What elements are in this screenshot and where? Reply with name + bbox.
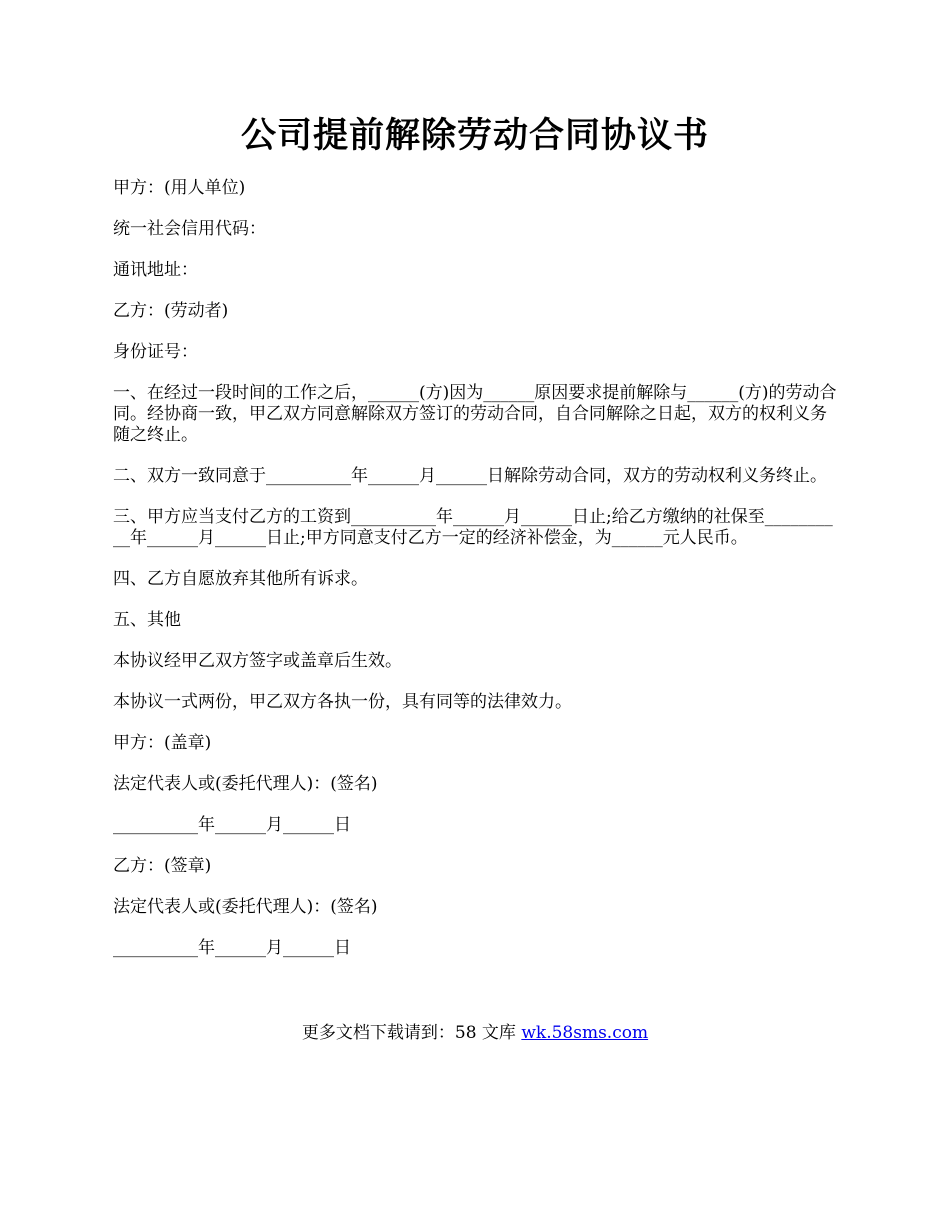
party-a-date-line: __________年______月______日 xyxy=(113,815,351,835)
party-b-date-line: __________年______月______日 xyxy=(113,938,351,958)
credit-code-line: 统一社会信用代码： xyxy=(113,219,266,239)
party-a-line: 甲方：(用人单位) xyxy=(113,178,246,198)
document-title: 公司提前解除劳动合同协议书 xyxy=(240,115,709,156)
id-number-line: 身份证号： xyxy=(113,342,198,362)
footer-prefix: 更多文档下载请到：58 文库 xyxy=(301,1023,522,1043)
clause-5: 五、其他 xyxy=(113,610,181,630)
clause-1: 一、在经过一段时间的工作之后，______(方)因为______原因要求提前解除与______(方)的劳动合同。经协商一致，甲乙双方同意解除双方签订的劳动合同，自合同解除之日起，双方的权利义务随之终止。 xyxy=(113,383,837,445)
document-body xyxy=(113,178,841,979)
address-line: 通讯地址： xyxy=(113,260,198,280)
party-a-seal-line: 甲方：(盖章) xyxy=(113,733,212,753)
clause-4: 四、乙方自愿放弃其他所有诉求。 xyxy=(113,569,368,589)
footer-link[interactable]: wk.58sms.com xyxy=(521,1023,649,1043)
footer xyxy=(0,1021,950,1045)
party-b-line: 乙方：(劳动者) xyxy=(113,301,229,321)
effective-clause: 本协议经甲乙双方签字或盖章后生效。 xyxy=(113,651,402,671)
clause-3: 三、甲方应当支付乙方的工资到__________年______月______日止;给乙方缴纳的社保至__________年______月______日止;甲方同意支付乙方一定的经济补偿金，为______元人民币。 xyxy=(113,507,833,548)
party-b-representative-line: 法定代表人或(委托代理人)：(签名) xyxy=(113,897,378,917)
party-b-seal-line: 乙方：(签章) xyxy=(113,856,212,876)
party-a-representative-line: 法定代表人或(委托代理人)：(签名) xyxy=(113,774,378,794)
clause-2: 二、双方一致同意于__________年______月______日解除劳动合同，双方的劳动权利义务终止。 xyxy=(113,466,827,486)
copies-clause: 本协议一式两份，甲乙双方各执一份，具有同等的法律效力。 xyxy=(113,692,572,712)
